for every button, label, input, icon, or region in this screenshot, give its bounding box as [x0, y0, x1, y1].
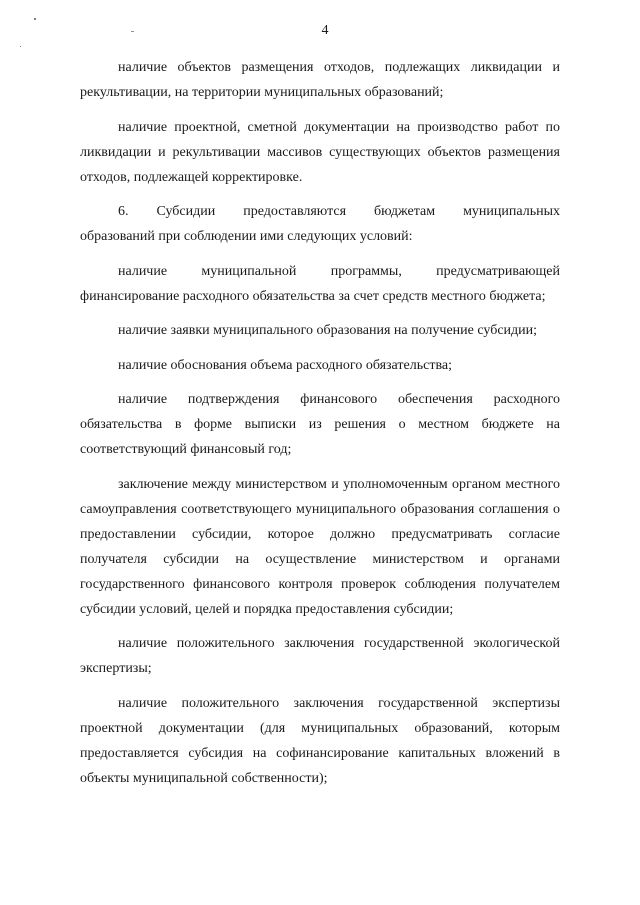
document-body — [80, 55, 560, 800]
paragraph: наличие объектов размещения отходов, подлежащих ликвидации и рекультивации, на территории муниципальных образований; — [80, 60, 560, 100]
paragraph: наличие заявки муниципального образования на получение субсидии; — [118, 323, 538, 338]
paragraph: заключение между министерством и уполномоченным органом местного самоуправления соответствующего муниципального образования соглашения о предоставлении субсидии, которое должно предусматривать согласие получателя субсидии на осуществление министерством и органами государственного финансового контроля проверок соблюдения получателем субсидии условий, целей и порядка предоставления субсидии; — [80, 476, 560, 617]
paragraph: наличие муниципальной программы, предусматривающей финансирование расходного обязательства за счет средств местного бюджета; — [80, 263, 560, 304]
scan-speck — [34, 18, 36, 20]
paragraph: наличие обоснования объема расходного обязательства; — [118, 357, 452, 373]
paragraph: наличие положительного заключения государственной экологической экспертизы; — [80, 636, 560, 676]
scan-speck — [20, 46, 21, 47]
paragraph: наличие положительного заключения государственной экспертизы проектной документации (для муниципальных образований, которым предоставляется субсидия на софинансирование капитальных вложений в объекты муниципальной собственности); — [80, 695, 560, 786]
paragraph: 6. Субсидии предоставляются бюджетам муниципальных образований при соблюдении ими следующих условий: — [80, 204, 560, 244]
paragraph: наличие подтверждения финансового обеспечения расходного обязательства в форме выписки из решения о местном бюджете на соответствующий финансовый год; — [80, 392, 560, 457]
page-number: 4 — [321, 23, 329, 38]
paragraph: наличие проектной, сметной документации на производство работ по ликвидации и рекультивации массивов существующих объектов размещения отходов, подлежащей корректировке. — [80, 119, 560, 185]
